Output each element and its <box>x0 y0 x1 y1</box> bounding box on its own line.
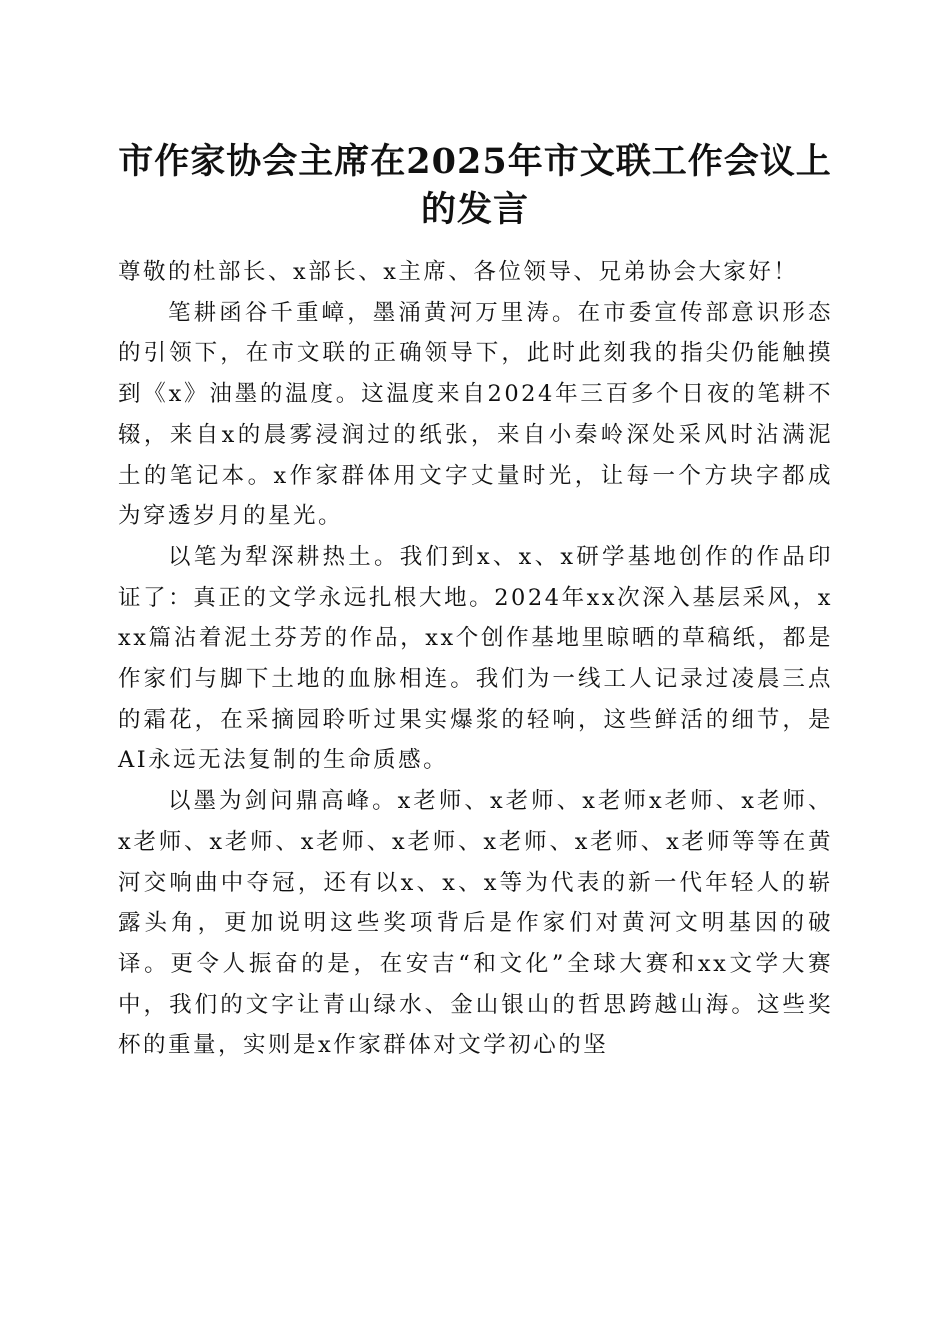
document-title <box>100 138 850 234</box>
body-paragraph: 以笔为犁深耕热土。我们到x、x、x研学基地创作的作品印证了：真正的文学永远扎根大地。2024年xx次深入基层采风，xxx篇沾着泥土芬芳的作品，xx个创作基地里晾晒的草稿纸，都是作家们与脚下土地的血脉相连。我们为一线工人记录过凌晨三点的霜花，在采摘园聆听过果实爆浆的轻响，这些鲜活的细节，是AI永远无法复制的生命质感。 <box>118 543 833 774</box>
title-line-2: 的发言 <box>420 189 529 230</box>
document-body <box>118 252 833 1066</box>
body-paragraph: 以墨为剑问鼎高峰。x老师、x老师、x老师x老师、x老师、x老师、x老师、x老师、x老师、x老师、x老师、x老师等等在黄河交响曲中夺冠，还有以x、x、x等为代表的新一代年轻人的崭露头角，更加说明这些奖项背后是作家们对黄河文明基因的破译。更令人振奋的是，在安吉“和文化”全球大赛和xx文学大赛中，我们的文字让青山绿水、金山银山的哲思跨越山海。这些奖杯的重量，实则是x作家群体对文学初心的坚 <box>118 788 833 1059</box>
greeting-paragraph: 尊敬的杜部长、x部长、x主席、各位领导、兄弟协会大家好！ <box>118 259 799 285</box>
title-line-1: 市作家协会主席在2025年市文联工作会议上 <box>118 141 832 182</box>
body-paragraph: 笔耕函谷千重嶂，墨涌黄河万里涛。在市委宣传部意识形态的引领下，在市文联的正确领导下，此时此刻我的指尖仍能触摸到《x》油墨的温度。这温度来自2024年三百多个日夜的笔耕不辍，来自x的晨雾浸润过的纸张，来自小秦岭深处采风时沾满泥土的笔记本。x作家群体用文字丈量时光，让每一个方块字都成为穿透岁月的星光。 <box>118 299 833 530</box>
